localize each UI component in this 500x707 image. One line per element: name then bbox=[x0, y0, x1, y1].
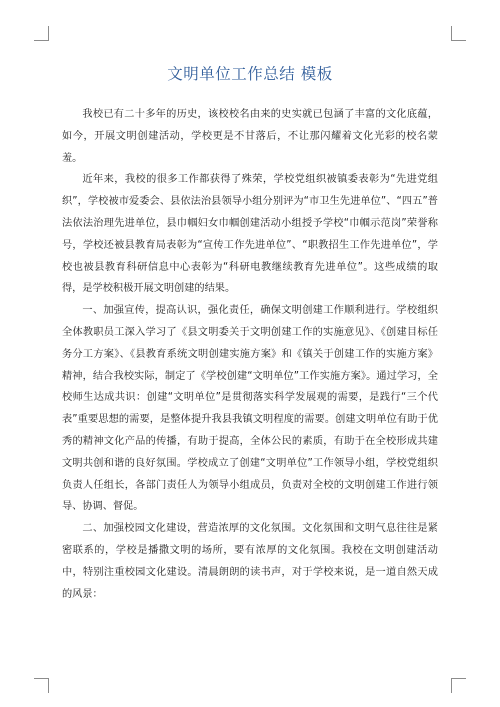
paragraph: 一、加强宣传，提高认识，强化责任，确保文明创建工作顺利进行。学校组织全体教职员工深入学习了《县文明委关于文明创建工作的实施意见》、《创建目标任务分工方案》、《县教育系统文明创建实施方案》和《镇关于创建工作的实施方案》精神，结合我校实际，制定了《学校创建“文明单位”工作实施方案》。通过学习，全校师生达成共识：创建“文明单位”是贯彻落实科学发展观的需要，是践行“三个代表”重要思想的需要，是整体提升我县我镇文明程度的需要。创建文明单位有助于优秀的精神文化产品的传播，有助于提高，全体公民的素质，有助于在全校形成共建文明共创和谐的良好氛围。学校成立了创建“文明单位”工作领导小组，学校党组织负责人任组长，各部门责任人为领导小组成员，负责对全校的文明创建工作进行领导、协调、督促。 bbox=[62, 305, 438, 513]
crop-mark-bottom-left bbox=[34, 678, 49, 693]
crop-mark-bottom-right bbox=[451, 678, 466, 693]
crop-mark-top-left bbox=[34, 26, 49, 41]
document-title: 文明单位工作总结 模板 bbox=[167, 65, 333, 83]
paragraph: 我校已有二十多年的历史，该校校名由来的史实就已包涵了丰富的文化底蕴，如今，开展文明创建活动，学校更是不甘落后，不让那闪耀着文化光彩的校名蒙羞。 bbox=[62, 109, 438, 164]
document-body bbox=[62, 104, 438, 605]
paragraph: 二、加强校园文化建设，营造浓厚的文化氛围。文化氛围和文明气息往往是紧密联系的，学校是播撒文明的场所，要有浓厚的文化氛围。我校在文明创建活动中，特别注重校园文化建设。清晨朗朗的读书声，对于学校来说，是一道自然天成的风景： bbox=[62, 523, 438, 600]
paragraph: 近年来，我校的很多工作都获得了殊荣，学校党组织被镇委表彰为“先进党组织”，学校被市爱委会、县依法治县领导小组分别评为“市卫生先进单位”、“四五”普法依法治理先进单位，县巾帼妇女巾帼创建活动小组授予学校“巾帼示范岗”荣誉称号，学校还被县教育局表彰为“宣传工作先进单位”、“职教招生工作先进单位”，学校也被县教育科研信息中心表彰为“科研电教继续教育先进单位”。这些成绩的取得，是学校积极开展文明创建的结果。 bbox=[62, 174, 438, 295]
crop-mark-top-right bbox=[451, 26, 466, 41]
